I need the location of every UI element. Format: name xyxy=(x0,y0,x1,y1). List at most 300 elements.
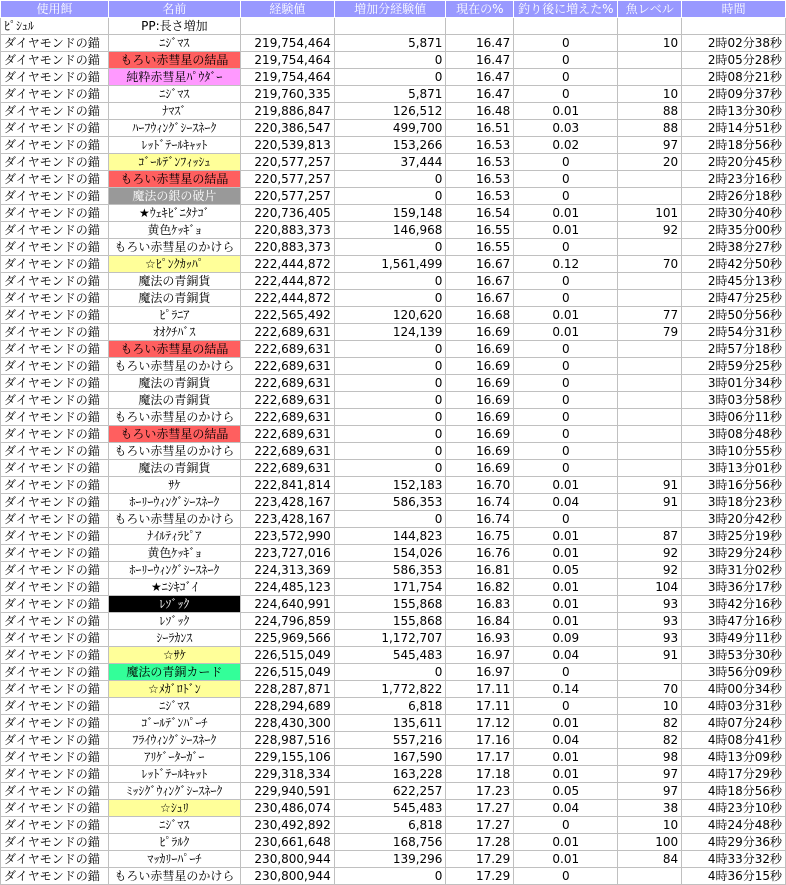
cell-gained-percent: 0 xyxy=(514,273,618,290)
cell-gained-percent: 0.01 xyxy=(514,205,618,222)
cell-exp: 219,760,335 xyxy=(240,86,334,103)
cell-time: 2時54分31秒 xyxy=(682,324,786,341)
cell-gained-percent: 0.04 xyxy=(514,800,618,817)
cell-bait: ダイヤモンドの錨 xyxy=(1,817,109,834)
table-row xyxy=(1,222,786,239)
cell-bait: ﾋﾟｼｭﾙ xyxy=(1,18,109,35)
cell-bait: ダイヤモンドの錨 xyxy=(1,341,109,358)
cell-bait: ダイヤモンドの錨 xyxy=(1,766,109,783)
cell-exp: 229,318,334 xyxy=(240,766,334,783)
header-row xyxy=(1,1,786,18)
cell-bait: ダイヤモンドの錨 xyxy=(1,120,109,137)
cell-added-exp: 0 xyxy=(334,290,446,307)
table-row xyxy=(1,171,786,188)
cell-fish-level xyxy=(618,69,682,86)
table-row xyxy=(1,426,786,443)
cell-added-exp: 622,257 xyxy=(334,783,446,800)
cell-bait: ダイヤモンドの錨 xyxy=(1,630,109,647)
cell-fish-level: 91 xyxy=(618,494,682,511)
cell-current-percent: 16.53 xyxy=(446,171,514,188)
cell-current-percent: 17.29 xyxy=(446,851,514,868)
cell-added-exp: 163,228 xyxy=(334,766,446,783)
cell-gained-percent: 0 xyxy=(514,290,618,307)
cell-name: ﾅﾏｽﾞ xyxy=(108,103,240,120)
cell-fish-level: 70 xyxy=(618,256,682,273)
cell-exp: 220,577,257 xyxy=(240,188,334,205)
cell-name: ☆ﾋﾟﾝｸｶｯﾊﾟ xyxy=(108,256,240,273)
cell-fish-level xyxy=(618,18,682,35)
cell-bait: ダイヤモンドの錨 xyxy=(1,868,109,885)
cell-current-percent xyxy=(446,18,514,35)
cell-current-percent: 16.51 xyxy=(446,120,514,137)
cell-fish-level: 98 xyxy=(618,749,682,766)
cell-exp: 224,796,859 xyxy=(240,613,334,630)
table-row xyxy=(1,290,786,307)
cell-added-exp: 0 xyxy=(334,358,446,375)
cell-fish-level xyxy=(618,392,682,409)
cell-time: 3時16分56秒 xyxy=(682,477,786,494)
table-row xyxy=(1,341,786,358)
cell-time: 2時02分38秒 xyxy=(682,35,786,52)
cell-bait: ダイヤモンドの錨 xyxy=(1,545,109,562)
table-row xyxy=(1,698,786,715)
cell-name: もろい赤彗星のかけら xyxy=(108,868,240,885)
cell-exp: 220,539,813 xyxy=(240,137,334,154)
cell-name: ﾚｯﾄﾞﾃｰﾙｷｬｯﾄ xyxy=(108,137,240,154)
cell-time: 2時42分50秒 xyxy=(682,256,786,273)
cell-time: 2時30分40秒 xyxy=(682,205,786,222)
cell-time: 2時38分27秒 xyxy=(682,239,786,256)
cell-added-exp: 168,756 xyxy=(334,834,446,851)
table-row xyxy=(1,375,786,392)
table-row xyxy=(1,188,786,205)
cell-fish-level: 93 xyxy=(618,613,682,630)
header-added-exp: 増加分経験値 xyxy=(334,1,446,18)
cell-gained-percent: 0.01 xyxy=(514,307,618,324)
cell-exp: 224,313,369 xyxy=(240,562,334,579)
cell-added-exp: 0 xyxy=(334,409,446,426)
cell-bait: ダイヤモンドの錨 xyxy=(1,222,109,239)
cell-name: ﾅｲﾙﾃｨﾗﾋﾟｱ xyxy=(108,528,240,545)
table-row xyxy=(1,103,786,120)
cell-time xyxy=(682,18,786,35)
table-row xyxy=(1,494,786,511)
cell-time: 2時09分37秒 xyxy=(682,86,786,103)
cell-bait: ダイヤモンドの錨 xyxy=(1,273,109,290)
cell-current-percent: 16.74 xyxy=(446,494,514,511)
cell-exp: 219,754,464 xyxy=(240,52,334,69)
cell-exp: 225,969,566 xyxy=(240,630,334,647)
cell-current-percent: 16.53 xyxy=(446,154,514,171)
cell-exp: 228,987,516 xyxy=(240,732,334,749)
cell-name: ｺﾞｰﾙﾃﾞﾝﾊﾟｰﾁ xyxy=(108,715,240,732)
cell-fish-level: 88 xyxy=(618,120,682,137)
cell-added-exp: 586,353 xyxy=(334,562,446,579)
cell-time: 3時29分24秒 xyxy=(682,545,786,562)
cell-added-exp: 0 xyxy=(334,460,446,477)
cell-name: ﾋﾟﾗﾆｱ xyxy=(108,307,240,324)
cell-added-exp: 139,296 xyxy=(334,851,446,868)
header-fish-level: 魚レベル xyxy=(618,1,682,18)
cell-fish-level: 100 xyxy=(618,834,682,851)
header-time: 時間 xyxy=(682,1,786,18)
cell-current-percent: 16.83 xyxy=(446,596,514,613)
cell-exp: 222,565,492 xyxy=(240,307,334,324)
cell-fish-level xyxy=(618,341,682,358)
table-row xyxy=(1,766,786,783)
cell-time: 2時08分21秒 xyxy=(682,69,786,86)
cell-bait: ダイヤモンドの錨 xyxy=(1,409,109,426)
cell-current-percent: 16.47 xyxy=(446,69,514,86)
cell-time: 3時18分23秒 xyxy=(682,494,786,511)
cell-added-exp: 0 xyxy=(334,52,446,69)
cell-name: 魔法の青銅貨 xyxy=(108,375,240,392)
table-row xyxy=(1,205,786,222)
cell-added-exp: 0 xyxy=(334,69,446,86)
cell-gained-percent: 0 xyxy=(514,460,618,477)
cell-fish-level: 92 xyxy=(618,222,682,239)
cell-gained-percent: 0 xyxy=(514,392,618,409)
cell-fish-level xyxy=(618,426,682,443)
cell-name: 魔法の青銅貨 xyxy=(108,290,240,307)
cell-exp: 222,689,631 xyxy=(240,375,334,392)
table-row xyxy=(1,613,786,630)
cell-fish-level xyxy=(618,443,682,460)
cell-name: ﾚｿﾞｯｸ xyxy=(108,613,240,630)
cell-name: 魔法の青銅貨 xyxy=(108,392,240,409)
cell-fish-level: 10 xyxy=(618,817,682,834)
cell-added-exp: 1,772,822 xyxy=(334,681,446,698)
cell-current-percent: 17.23 xyxy=(446,783,514,800)
cell-gained-percent: 0.01 xyxy=(514,545,618,562)
cell-gained-percent: 0.09 xyxy=(514,630,618,647)
cell-gained-percent: 0 xyxy=(514,426,618,443)
cell-time: 4時29分36秒 xyxy=(682,834,786,851)
cell-bait: ダイヤモンドの錨 xyxy=(1,698,109,715)
cell-exp: 228,430,300 xyxy=(240,715,334,732)
cell-bait: ダイヤモンドの錨 xyxy=(1,715,109,732)
cell-bait: ダイヤモンドの錨 xyxy=(1,188,109,205)
cell-time: 2時20分45秒 xyxy=(682,154,786,171)
cell-current-percent: 17.18 xyxy=(446,766,514,783)
cell-fish-level: 70 xyxy=(618,681,682,698)
cell-added-exp: 135,611 xyxy=(334,715,446,732)
cell-added-exp: 0 xyxy=(334,664,446,681)
cell-exp: 223,572,990 xyxy=(240,528,334,545)
cell-bait: ダイヤモンドの錨 xyxy=(1,35,109,52)
cell-gained-percent: 0.01 xyxy=(514,324,618,341)
cell-gained-percent: 0 xyxy=(514,52,618,69)
cell-added-exp: 545,483 xyxy=(334,800,446,817)
table-row xyxy=(1,715,786,732)
table-row xyxy=(1,69,786,86)
cell-current-percent: 17.28 xyxy=(446,834,514,851)
cell-exp: 229,940,591 xyxy=(240,783,334,800)
table-body xyxy=(1,18,786,885)
table-row xyxy=(1,477,786,494)
cell-name: ｺﾞｰﾙﾃﾞﾝﾌｨｯｼｭ xyxy=(108,154,240,171)
cell-time: 4時03分31秒 xyxy=(682,698,786,715)
cell-name: 黄色ｹｯｷﾞｮ xyxy=(108,222,240,239)
cell-gained-percent: 0.04 xyxy=(514,732,618,749)
cell-time: 3時13分01秒 xyxy=(682,460,786,477)
cell-time: 2時35分00秒 xyxy=(682,222,786,239)
cell-gained-percent: 0.01 xyxy=(514,222,618,239)
cell-gained-percent: 0 xyxy=(514,664,618,681)
cell-time: 2時26分18秒 xyxy=(682,188,786,205)
cell-name: ﾚｿﾞｯｸ xyxy=(108,596,240,613)
cell-name: もろい赤彗星のかけら xyxy=(108,511,240,528)
cell-current-percent: 16.55 xyxy=(446,239,514,256)
cell-fish-level xyxy=(618,409,682,426)
cell-name: PP:長さ増加 xyxy=(108,18,240,35)
cell-gained-percent: 0 xyxy=(514,239,618,256)
cell-fish-level xyxy=(618,171,682,188)
cell-bait: ダイヤモンドの錨 xyxy=(1,324,109,341)
cell-added-exp: 126,512 xyxy=(334,103,446,120)
cell-exp: 220,577,257 xyxy=(240,171,334,188)
cell-name: 純粋赤彗星ﾊﾟｳﾀﾞｰ xyxy=(108,69,240,86)
cell-name: もろい赤彗星の結晶 xyxy=(108,171,240,188)
cell-name: ﾆｼﾞﾏｽ xyxy=(108,817,240,834)
cell-added-exp xyxy=(334,18,446,35)
cell-fish-level xyxy=(618,511,682,528)
cell-bait: ダイヤモンドの錨 xyxy=(1,749,109,766)
cell-fish-level: 88 xyxy=(618,103,682,120)
cell-added-exp: 0 xyxy=(334,341,446,358)
cell-bait: ダイヤモンドの錨 xyxy=(1,103,109,120)
cell-time: 3時53分30秒 xyxy=(682,647,786,664)
cell-name: 魔法の青銅カード xyxy=(108,664,240,681)
cell-current-percent: 16.74 xyxy=(446,511,514,528)
cell-time: 4時24分48秒 xyxy=(682,817,786,834)
cell-added-exp: 499,700 xyxy=(334,120,446,137)
table-row xyxy=(1,86,786,103)
cell-time: 4時17分29秒 xyxy=(682,766,786,783)
cell-exp: 223,727,016 xyxy=(240,545,334,562)
cell-fish-level: 93 xyxy=(618,596,682,613)
cell-exp: 228,294,689 xyxy=(240,698,334,715)
cell-added-exp: 0 xyxy=(334,868,446,885)
cell-name: ☆ﾒｶﾞﾛﾄﾞﾝ xyxy=(108,681,240,698)
cell-time: 4時00分34秒 xyxy=(682,681,786,698)
header-current-percent: 現在の% xyxy=(446,1,514,18)
cell-exp: 222,444,872 xyxy=(240,290,334,307)
cell-fish-level: 97 xyxy=(618,766,682,783)
cell-gained-percent: 0 xyxy=(514,443,618,460)
cell-exp: 230,800,944 xyxy=(240,851,334,868)
cell-name: 魔法の青銅貨 xyxy=(108,273,240,290)
cell-current-percent: 16.69 xyxy=(446,324,514,341)
cell-gained-percent: 0.12 xyxy=(514,256,618,273)
cell-bait: ダイヤモンドの錨 xyxy=(1,851,109,868)
table-row xyxy=(1,18,786,35)
cell-exp: 220,736,405 xyxy=(240,205,334,222)
cell-fish-level: 10 xyxy=(618,698,682,715)
table-row xyxy=(1,817,786,834)
cell-gained-percent: 0 xyxy=(514,188,618,205)
cell-exp: 220,577,257 xyxy=(240,154,334,171)
cell-current-percent: 16.97 xyxy=(446,647,514,664)
cell-current-percent: 16.70 xyxy=(446,477,514,494)
table-row xyxy=(1,749,786,766)
cell-added-exp: 0 xyxy=(334,426,446,443)
cell-current-percent: 16.47 xyxy=(446,86,514,103)
table-row xyxy=(1,681,786,698)
cell-fish-level xyxy=(618,868,682,885)
cell-name: ﾚｯﾄﾞﾃｰﾙｷｬｯﾄ xyxy=(108,766,240,783)
cell-fish-level: 77 xyxy=(618,307,682,324)
cell-bait: ダイヤモンドの錨 xyxy=(1,171,109,188)
table-row xyxy=(1,647,786,664)
cell-gained-percent: 0.01 xyxy=(514,766,618,783)
table-row xyxy=(1,120,786,137)
cell-fish-level: 101 xyxy=(618,205,682,222)
cell-name: もろい赤彗星の結晶 xyxy=(108,341,240,358)
cell-current-percent: 16.69 xyxy=(446,443,514,460)
cell-time: 4時36分15秒 xyxy=(682,868,786,885)
cell-fish-level: 82 xyxy=(618,732,682,749)
cell-name: ﾊｰﾌｳｨﾝｸﾞｼｰｽﾈｰｸ xyxy=(108,120,240,137)
cell-exp: 220,386,547 xyxy=(240,120,334,137)
cell-bait: ダイヤモンドの錨 xyxy=(1,834,109,851)
cell-exp: 224,640,991 xyxy=(240,596,334,613)
cell-exp: 222,689,631 xyxy=(240,409,334,426)
table-row xyxy=(1,443,786,460)
cell-current-percent: 17.27 xyxy=(446,817,514,834)
cell-fish-level xyxy=(618,188,682,205)
cell-gained-percent: 0.04 xyxy=(514,494,618,511)
cell-gained-percent: 0.05 xyxy=(514,562,618,579)
cell-time: 2時57分18秒 xyxy=(682,341,786,358)
cell-exp: 229,155,106 xyxy=(240,749,334,766)
cell-added-exp: 1,561,499 xyxy=(334,256,446,273)
cell-bait: ダイヤモンドの錨 xyxy=(1,358,109,375)
cell-name: ﾐｯｼｸﾞｳｨﾝｸﾞｼｰｽﾈｰｸ xyxy=(108,783,240,800)
cell-time: 3時10分55秒 xyxy=(682,443,786,460)
cell-gained-percent: 0.14 xyxy=(514,681,618,698)
cell-time: 2時18分56秒 xyxy=(682,137,786,154)
cell-fish-level xyxy=(618,239,682,256)
cell-current-percent: 16.69 xyxy=(446,392,514,409)
cell-bait: ダイヤモンドの錨 xyxy=(1,494,109,511)
cell-name: ﾋﾟﾗﾙｸ xyxy=(108,834,240,851)
cell-bait: ダイヤモンドの錨 xyxy=(1,579,109,596)
table-row xyxy=(1,562,786,579)
cell-time: 3時03分58秒 xyxy=(682,392,786,409)
cell-current-percent: 16.47 xyxy=(446,52,514,69)
cell-gained-percent: 0.03 xyxy=(514,120,618,137)
cell-time: 2時13分30秒 xyxy=(682,103,786,120)
cell-added-exp: 37,444 xyxy=(334,154,446,171)
cell-name: ★ｳｪｷﾋﾞﾆﾀﾅｺﾞ xyxy=(108,205,240,222)
cell-fish-level: 92 xyxy=(618,545,682,562)
cell-name: もろい赤彗星の結晶 xyxy=(108,426,240,443)
cell-gained-percent: 0 xyxy=(514,171,618,188)
cell-bait: ダイヤモンドの錨 xyxy=(1,256,109,273)
table-row xyxy=(1,154,786,171)
cell-fish-level xyxy=(618,460,682,477)
cell-added-exp: 146,968 xyxy=(334,222,446,239)
cell-fish-level: 79 xyxy=(618,324,682,341)
cell-time: 4時18分56秒 xyxy=(682,783,786,800)
cell-exp: 230,492,892 xyxy=(240,817,334,834)
cell-gained-percent: 0.05 xyxy=(514,783,618,800)
cell-bait: ダイヤモンドの錨 xyxy=(1,783,109,800)
cell-exp: 222,689,631 xyxy=(240,358,334,375)
cell-time: 2時05分28秒 xyxy=(682,52,786,69)
cell-added-exp: 1,172,707 xyxy=(334,630,446,647)
cell-time: 3時31分02秒 xyxy=(682,562,786,579)
cell-time: 4時13分09秒 xyxy=(682,749,786,766)
cell-added-exp: 0 xyxy=(334,392,446,409)
cell-added-exp: 159,148 xyxy=(334,205,446,222)
cell-exp: 220,883,373 xyxy=(240,239,334,256)
cell-bait: ダイヤモンドの錨 xyxy=(1,647,109,664)
cell-current-percent: 16.69 xyxy=(446,460,514,477)
cell-name: ﾎｰﾘｰｳｨﾝｸﾞｼｰｽﾈｰｸ xyxy=(108,562,240,579)
cell-gained-percent: 0 xyxy=(514,86,618,103)
cell-time: 2時14分51秒 xyxy=(682,120,786,137)
cell-added-exp: 144,823 xyxy=(334,528,446,545)
cell-gained-percent: 0 xyxy=(514,698,618,715)
cell-time: 4時33分32秒 xyxy=(682,851,786,868)
cell-exp: 230,800,944 xyxy=(240,868,334,885)
header-bait: 使用餌 xyxy=(1,1,109,18)
cell-fish-level: 92 xyxy=(618,562,682,579)
cell-added-exp: 167,590 xyxy=(334,749,446,766)
cell-gained-percent: 0.01 xyxy=(514,749,618,766)
table-row xyxy=(1,545,786,562)
table-row xyxy=(1,239,786,256)
table-row xyxy=(1,273,786,290)
cell-added-exp: 0 xyxy=(334,443,446,460)
cell-current-percent: 16.53 xyxy=(446,188,514,205)
cell-time: 2時59分25秒 xyxy=(682,358,786,375)
cell-current-percent: 16.84 xyxy=(446,613,514,630)
cell-exp: 222,689,631 xyxy=(240,426,334,443)
cell-gained-percent: 0.02 xyxy=(514,137,618,154)
cell-current-percent: 16.97 xyxy=(446,664,514,681)
header-gained-percent: 釣り後に増えた% xyxy=(514,1,618,18)
cell-current-percent: 16.69 xyxy=(446,409,514,426)
cell-time: 3時08分48秒 xyxy=(682,426,786,443)
cell-gained-percent xyxy=(514,18,618,35)
cell-fish-level xyxy=(618,375,682,392)
cell-name: もろい赤彗星のかけら xyxy=(108,409,240,426)
cell-added-exp: 152,183 xyxy=(334,477,446,494)
cell-gained-percent: 0.01 xyxy=(514,477,618,494)
cell-name: ｱﾘｹﾞｰﾀｰｶﾞｰ xyxy=(108,749,240,766)
cell-fish-level xyxy=(618,273,682,290)
cell-exp: 230,486,074 xyxy=(240,800,334,817)
cell-bait: ダイヤモンドの錨 xyxy=(1,290,109,307)
cell-bait: ダイヤモンドの錨 xyxy=(1,613,109,630)
cell-exp: 223,428,167 xyxy=(240,511,334,528)
cell-gained-percent: 0 xyxy=(514,409,618,426)
cell-bait: ダイヤモンドの錨 xyxy=(1,664,109,681)
cell-fish-level: 82 xyxy=(618,715,682,732)
cell-bait: ダイヤモンドの錨 xyxy=(1,460,109,477)
cell-gained-percent: 0.01 xyxy=(514,103,618,120)
cell-exp: 230,661,648 xyxy=(240,834,334,851)
cell-current-percent: 16.81 xyxy=(446,562,514,579)
cell-current-percent: 16.69 xyxy=(446,375,514,392)
cell-added-exp: 0 xyxy=(334,188,446,205)
cell-name: 黄色ｹｯｷﾞｮ xyxy=(108,545,240,562)
cell-bait: ダイヤモンドの錨 xyxy=(1,477,109,494)
cell-time: 2時23分16秒 xyxy=(682,171,786,188)
